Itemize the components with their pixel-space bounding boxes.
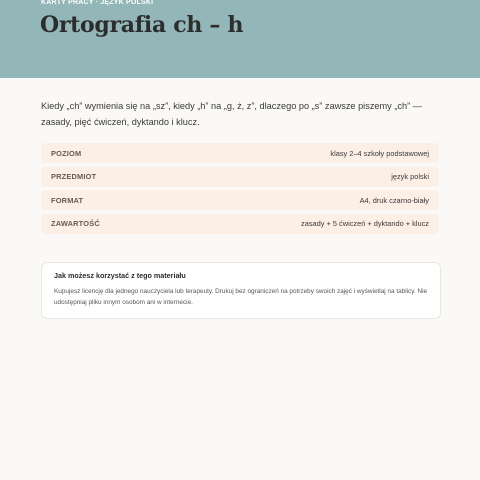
spec-key: ZAWARTOŚĆ [51, 219, 100, 228]
spec-value: A4, druk czarno-biały [359, 195, 429, 205]
spec-row-level [41, 143, 439, 163]
spec-row-contents [41, 214, 439, 234]
spec-value: klasy 2–4 szkoły podstawowej [330, 148, 429, 158]
page-header [0, 0, 480, 78]
spec-value: język polski [391, 172, 429, 181]
page-title: Ortografia ch – h [40, 12, 244, 38]
category-eyebrow: KARTY PRACY · JĘZYK POLSKI [41, 0, 154, 6]
license-text: Kupujesz licencję dla jednego nauczyciela lub terapeuty. Drukuj bez ograniczeń na potrzeby swoich zajęć i wyświetlaj na tablicy. Nie udostępniaj pliku innym osobom ani w internecie. [54, 288, 428, 306]
license-box [41, 262, 441, 319]
license-title: Jak możesz korzystać z tego materiału [54, 271, 186, 280]
spec-key: FORMAT [51, 195, 84, 205]
spec-value: zasady + 5 ćwiczeń + dyktando + klucz [301, 219, 429, 228]
spec-row-format [41, 190, 439, 210]
spec-key: PRZEDMIOT [51, 172, 97, 181]
spec-table [41, 143, 439, 237]
product-description: Kiedy „ch” wymienia się na „sz”, kiedy „h” na „g, ż, z”, dlaczego po „s” zawsze piszemy „ch” — zasady, pięć ćwiczeń, dyktando i klucz. [41, 101, 422, 127]
spec-key: POZIOM [51, 148, 82, 158]
spec-row-subject [41, 167, 439, 187]
